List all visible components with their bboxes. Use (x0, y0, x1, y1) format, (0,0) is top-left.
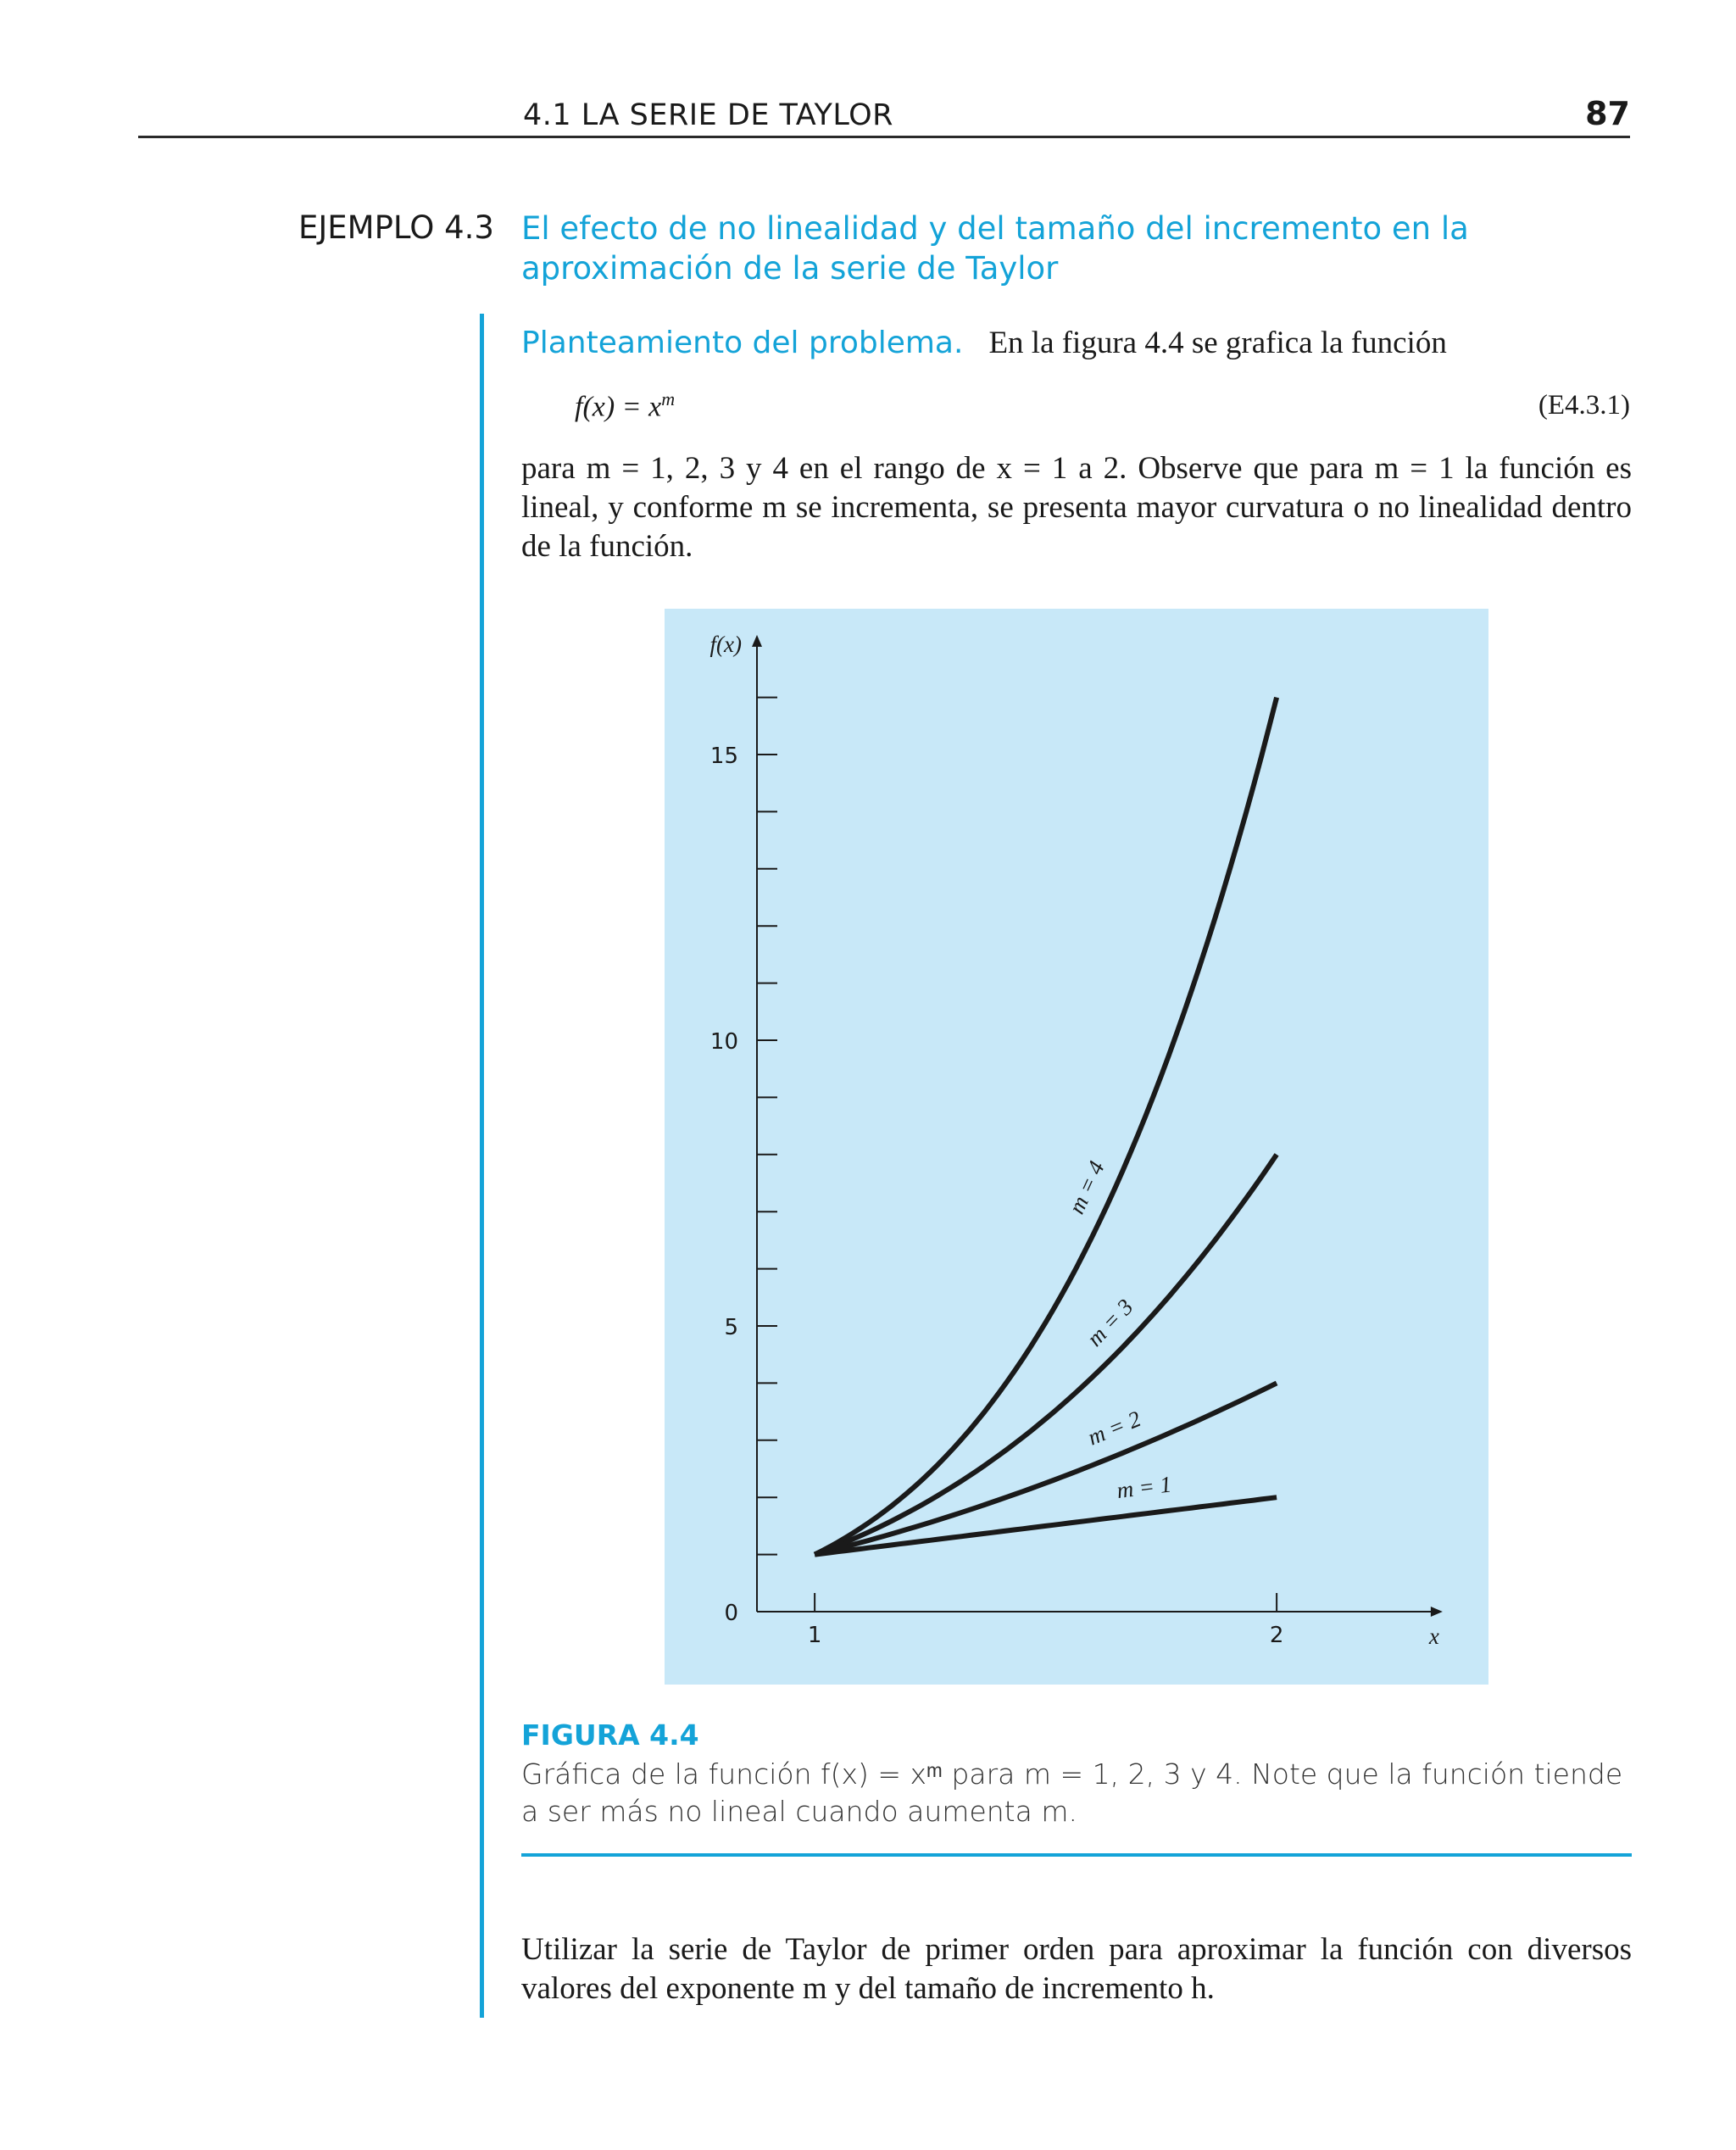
caption-rule (521, 1853, 1632, 1857)
y-axis-label: f(x) (709, 631, 742, 657)
x-axis-arrow (1431, 1607, 1443, 1617)
header-rule (138, 136, 1630, 138)
running-head: 4.1 LA SERIE DE TAYLOR (523, 98, 893, 132)
x-axis-label: x (1428, 1624, 1439, 1649)
y-axis-arrow (752, 635, 762, 647)
y-tick-label: 10 (709, 1029, 738, 1055)
curve-label-m1: m = 1 (1115, 1471, 1173, 1504)
curve-label-m2: m = 2 (1083, 1406, 1145, 1451)
curve-m2 (815, 1383, 1277, 1554)
x-tick-label: 1 (807, 1623, 822, 1648)
example-label: EJEMPLO 4.3 (298, 209, 494, 246)
x-tick-label: 2 (1269, 1623, 1284, 1648)
curve-m3 (815, 1155, 1277, 1555)
y-tick-label: 5 (724, 1315, 738, 1340)
figure-4-4 (665, 609, 1488, 1685)
equation-exponent: m (661, 388, 676, 409)
curve-label-m3: m = 3 (1082, 1294, 1138, 1351)
closing-paragraph: Utilizar la serie de Taylor de primer orden para aproximar la función con diversos valores del exponente m y del tamaño de incremento h. (521, 1932, 1632, 2006)
problem-heading: Planteamiento del problema. (521, 326, 964, 360)
equation-number: (E4.3.1) (1538, 390, 1630, 421)
equation-lhs: f(x) = x (575, 391, 662, 423)
y-tick-label: 0 (724, 1601, 738, 1626)
y-tick-label: 15 (709, 744, 738, 769)
example-title: El efecto de no linealidad y del tamaño del incremento en la aproximación de la serie de Taylor (521, 210, 1469, 287)
curve-label-m4: m = 4 (1063, 1156, 1110, 1218)
equation (575, 388, 675, 423)
example-side-bar (480, 314, 484, 2018)
problem-statement (521, 325, 1632, 361)
problem-paragraph: para m = 1, 2, 3 y 4 en el rango de x = 1 a 2. Observe que para m = 1 la función es lineal, y conforme m se incrementa, se presenta mayor curvatura o no linealidad dentro de la función. (521, 451, 1632, 564)
page-number: 87 (1585, 95, 1630, 132)
figure-title: FIGURA 4.4 (521, 1718, 699, 1752)
problem-intro: En la figura 4.4 se grafica la función (988, 326, 1447, 360)
chart-svg (665, 609, 1488, 1685)
figure-caption: Gráfica de la función f(x) = xᵐ para m = 1, 2, 3 y 4. Note que la función tiende a ser más no lineal cuando aumenta m. (521, 1757, 1623, 1828)
curve-m4 (815, 698, 1277, 1555)
